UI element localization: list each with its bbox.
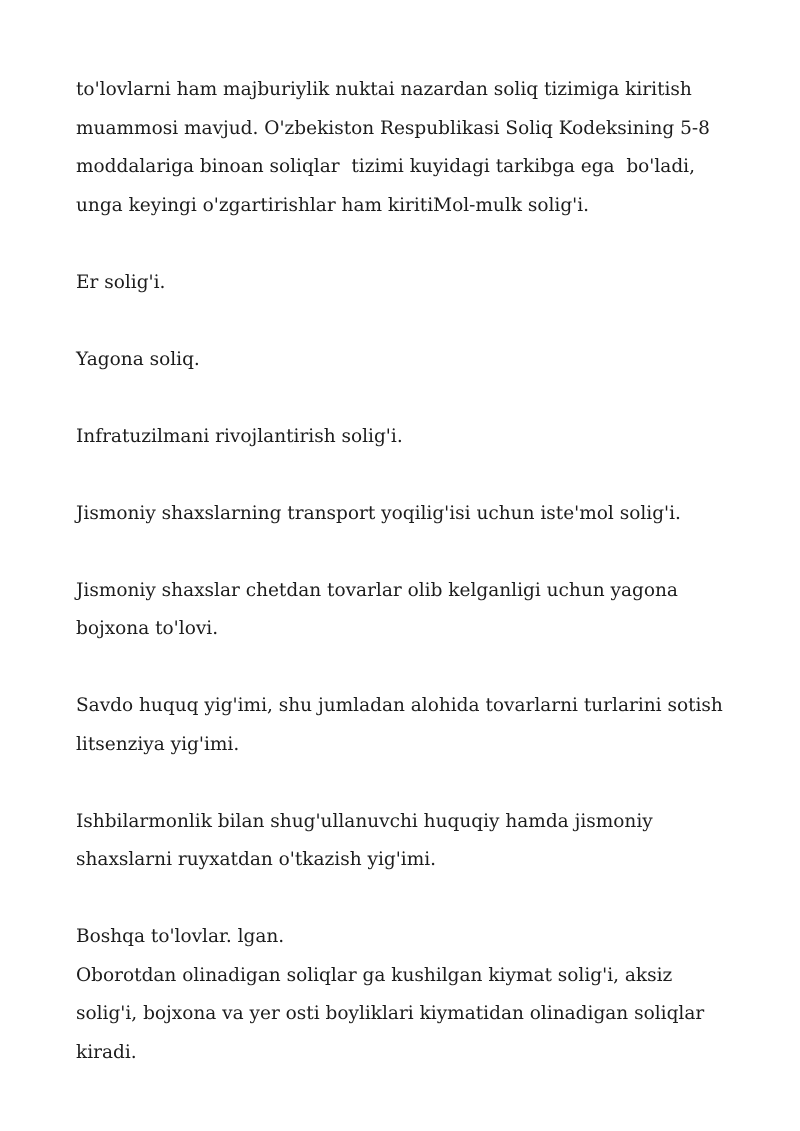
paragraph-turnover-taxes: Oborotdan olinadigan soliqlar ga kushilgan kiymat solig'i, aksiz solig'i, bojxona va yer osti boyliklari kiymatidan olinadigan soliqlar kiradi. — [76, 964, 716, 1063]
paragraph-land-tax: Er solig'i. — [76, 271, 166, 293]
paragraph-fuel-consumption-tax: Jismoniy shaxslarning transport yoqilig'isi uchun iste'mol solig'i. — [76, 502, 681, 524]
paragraph-trade-fee: Savdo huquq yig'imi, shu jumladan alohida tovarlarni turlarini sotish litsenziya yig'imi. — [76, 695, 729, 755]
paragraph-single-tax: Yagona soliq. — [76, 348, 200, 370]
paragraph-infrastructure-tax: Infratuzilmani rivojlantirish solig'i. — [76, 425, 403, 447]
paragraph-intro: to'lovlarni ham majburiylik nuktai nazardan soliq tizimiga kiritish muammosi mavjud. O'zbekiston Respublikasi Soliq Kodeksining 5-8 moddalariga binoan soliqlar tizimi kuyidagi tarkibga ega bo'ladi, unga keyingi o'zgartirishlar ham kiritiMol-mulk solig'i. — [76, 79, 716, 216]
document-body — [76, 71, 736, 1111]
paragraph-other-payments: Boshqa to'lovlar. lgan. — [76, 926, 285, 947]
paragraph-registration-fee: Ishbilarmonlik bilan shug'ullanuvchi huquqiy hamda jismoniy shaxslarni ruyxatdan o'tkazish yig'imi. — [76, 810, 659, 870]
paragraph-customs-payment: Jismoniy shaxslar chetdan tovarlar olib kelganligi uchun yagona bojxona to'lovi. — [76, 579, 684, 639]
